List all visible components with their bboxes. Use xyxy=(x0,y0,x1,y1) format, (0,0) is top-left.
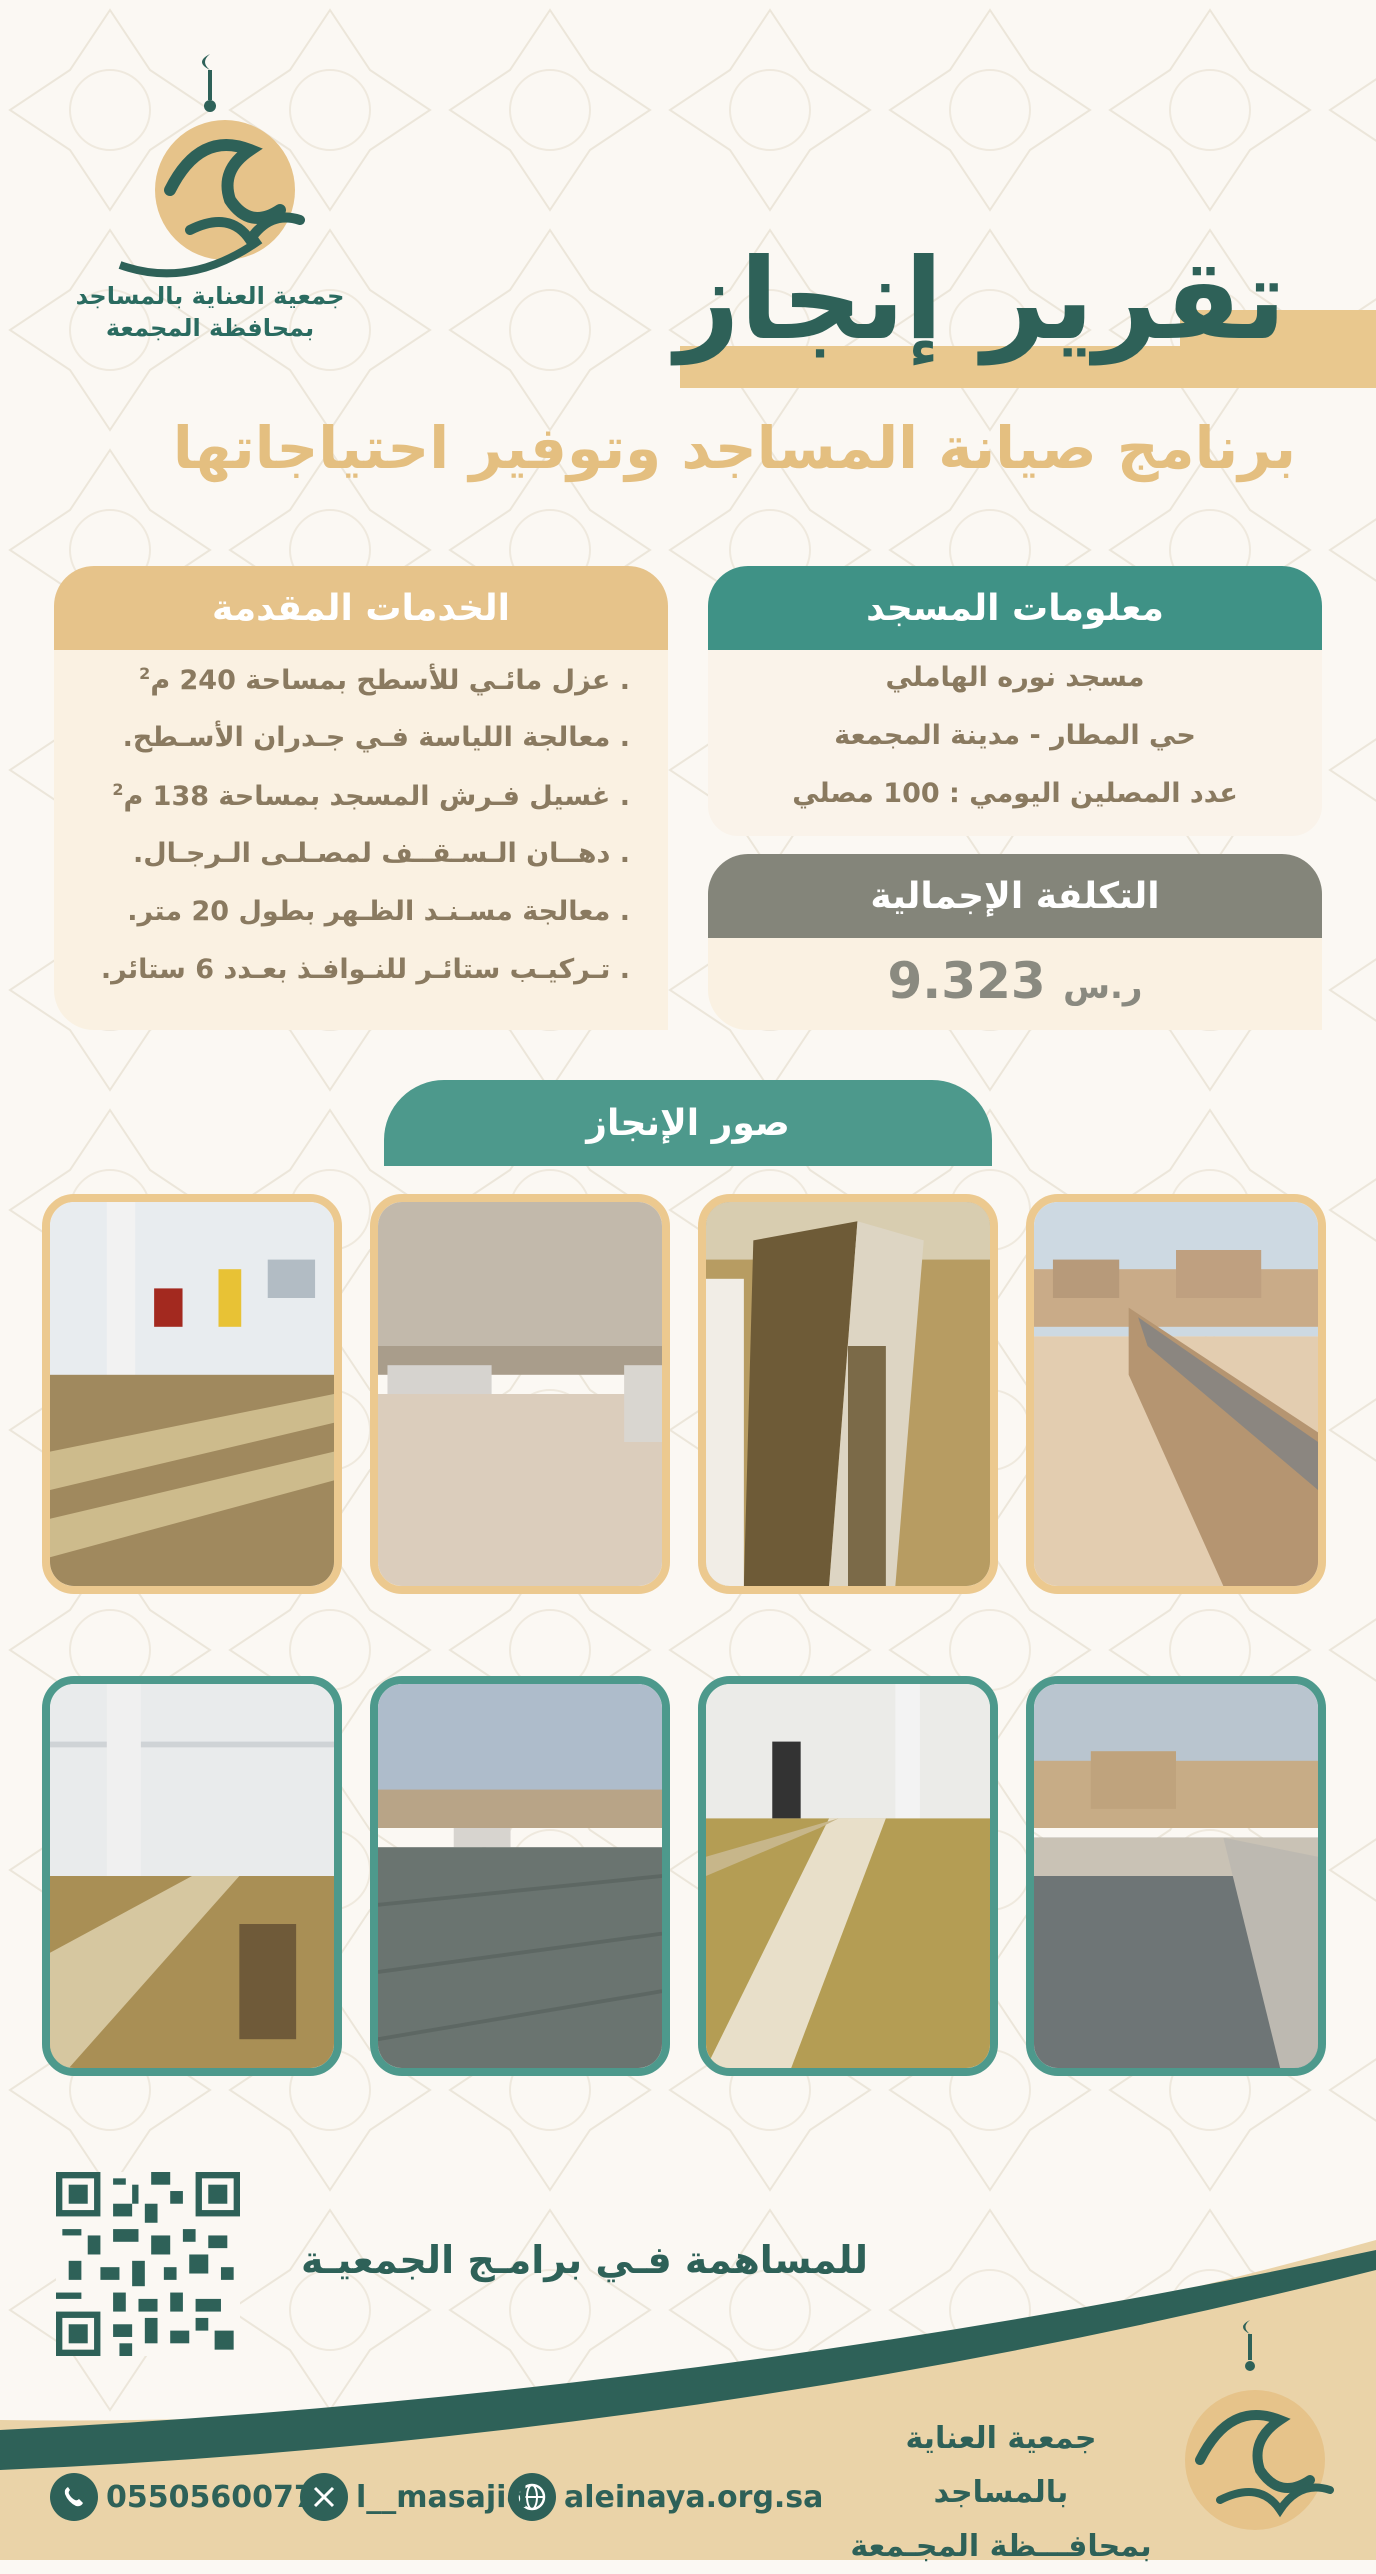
mosque-name: مسجد نوره الهاملي xyxy=(885,662,1145,693)
photo-rooftop-open[interactable] xyxy=(370,1194,670,1594)
org-name-line2: بمحافظة المجمعة xyxy=(105,314,315,342)
org-logo xyxy=(70,40,350,344)
photos-heading: صور الإنجاز xyxy=(384,1080,992,1166)
social-link[interactable] xyxy=(300,2472,528,2522)
total-cost-card xyxy=(708,938,1322,1030)
photo-rooftop-coated[interactable] xyxy=(370,1676,670,2076)
service-item: . دهــان الـسـقــف لمصـلـى الـرجـال. xyxy=(132,838,630,869)
phone-link[interactable] xyxy=(50,2472,315,2522)
phone-number: 0550560077 xyxy=(106,2479,315,2515)
org-name-line1: جمعية العناية بالمساجد xyxy=(75,282,345,310)
service-item: . معالجة اللياسة فـي جـدران الأسـطح. xyxy=(122,722,630,753)
footer-org-line1: جمعية العناية بالمساجد xyxy=(905,2421,1097,2510)
mosque-worshippers: عدد المصلين اليومي : 100 مصلي xyxy=(792,778,1238,809)
phone-icon xyxy=(50,2473,98,2521)
services-heading: الخدمات المقدمة xyxy=(54,566,668,650)
qr-code-icon[interactable] xyxy=(56,2172,240,2356)
service-item: . غسيل فـرش المسجد بمساحة 138 م$^2$ xyxy=(112,780,630,812)
service-item: . معالجة مسـنـد الظـهر بطول 20 متر. xyxy=(127,896,630,927)
website-link[interactable] xyxy=(508,2472,823,2522)
photo-prayer-hall-worker[interactable] xyxy=(42,1194,342,1594)
mosque-location: حي المطار - مدينة المجمعة xyxy=(834,720,1196,751)
photo-carpet-rolled[interactable] xyxy=(698,1194,998,1594)
mosque-info-heading: معلومات المسجد xyxy=(708,566,1322,650)
mosque-info-card xyxy=(708,650,1322,836)
contribute-text: للمساهمة فـي برامـج الجمعيـة xyxy=(300,2238,868,2282)
photo-rooftop-coated-parapet[interactable] xyxy=(1026,1676,1326,2076)
service-item: . تـركيـب ستائـر للنـوافـذ بعـدد 6 ستائر. xyxy=(100,954,630,985)
photo-prayer-hall-pillars[interactable] xyxy=(42,1676,342,2076)
services-card xyxy=(54,650,668,1030)
riyal-currency-icon: ر.س xyxy=(1063,967,1143,1007)
total-cost-heading: التكلفة الإجمالية xyxy=(708,854,1322,938)
page-subtitle: برنامج صيانة المساجد وتوفير احتياجاتها xyxy=(172,414,1296,482)
total-cost-value: 9.323 ر.س xyxy=(887,952,1143,1010)
mosque-logo-icon xyxy=(100,40,320,280)
photo-rooftop-parapet[interactable] xyxy=(1026,1194,1326,1594)
website-text: aleinaya.org.sa xyxy=(564,2479,824,2515)
social-handle: l__masajid xyxy=(356,2479,528,2515)
footer-logo-icon xyxy=(1150,2310,1350,2550)
photo-prayer-hall-carpet[interactable] xyxy=(698,1676,998,2076)
footer-org-line2: بمحافـــظة المجـمعة xyxy=(850,2529,1152,2564)
page-title: تقرير إنجاز xyxy=(675,235,1286,365)
footer-org-name xyxy=(836,2412,1166,2574)
service-item: . عزل مائـي للأسطح بمساحة 240 م$^2$ xyxy=(139,664,630,696)
